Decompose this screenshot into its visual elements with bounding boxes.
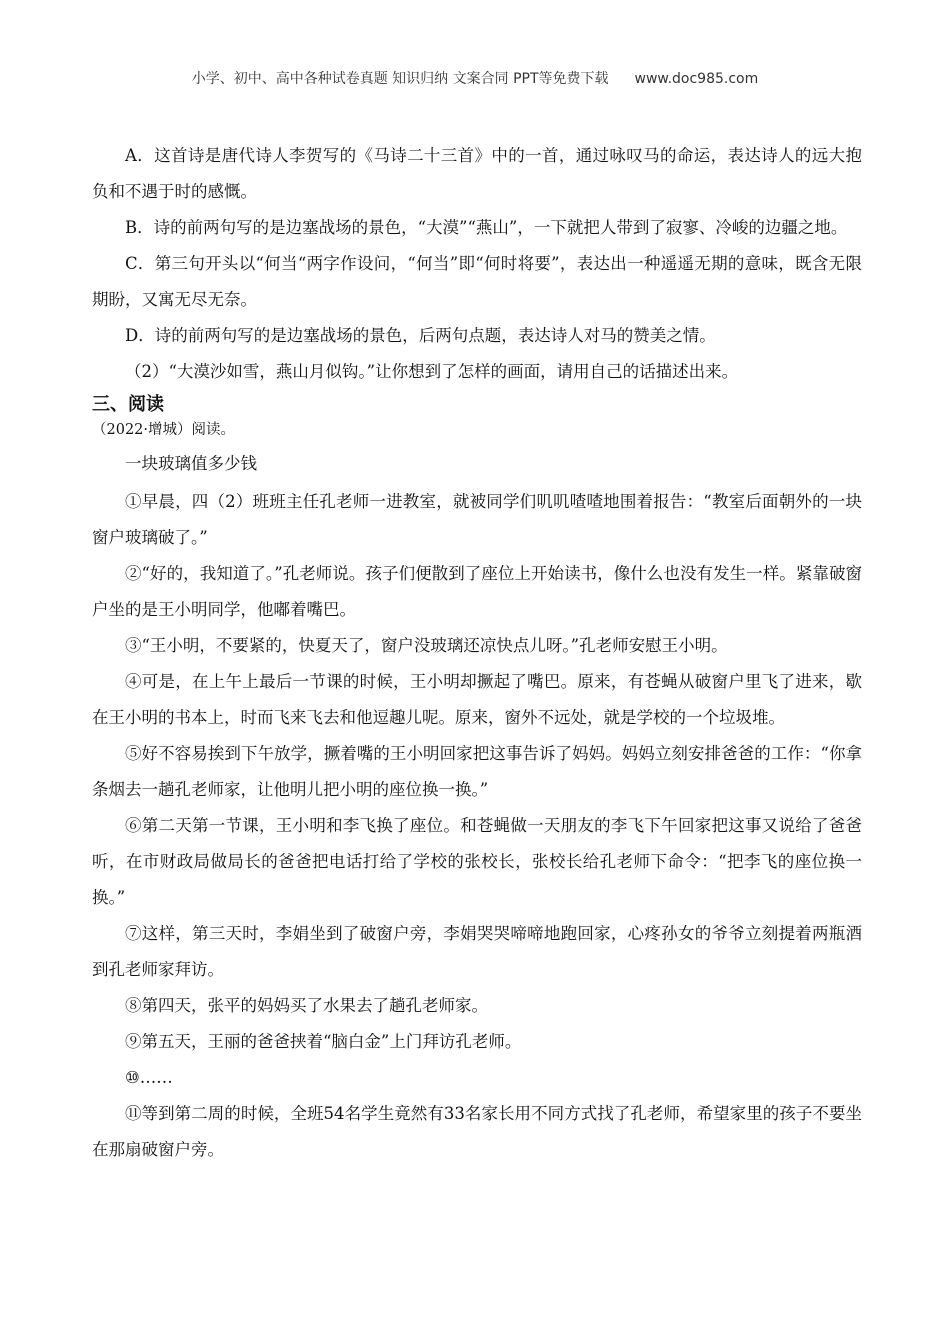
paragraph-5: ⑤好不容易挨到下午放学，撅着嘴的王小明回家把这事告诉了妈妈。妈妈立刻安排爸爸的工作：“你拿条烟去一趟孔老师家，让他明儿把小明的座位换一换。”	[92, 744, 862, 799]
passage-title: 一块玻璃值多少钱	[125, 454, 257, 473]
paragraph-4: ④可是，在上午上最后一节课的时候，王小明却撅起了嘴巴。原来，有苍蝇从破窗户里飞了进来，歇在王小明的书本上，时而飞来飞去和他逗趣儿呢。原来，窗外不远处，就是学校的一个垃圾堆。	[92, 672, 862, 727]
option-c: C．第三句开头以“何当“两字作设问，“何当”即“何时将要”，表达出一种遥遥无期的意味，既含无限期盼，又寓无尽无奈。	[92, 254, 862, 309]
question-2: （2）“大漠沙如雪，燕山月似钩。”让你想到了怎样的画面，请用自己的话描述出来。	[125, 362, 739, 381]
paragraph-1: ①早晨，四（2）班班主任孔老师一进教室，就被同学们叽叽喳喳地围着报告：“教室后面朝外的一块窗户玻璃破了。”	[92, 492, 862, 547]
option-b: B．诗的前两句写的是边塞战场的景色，“大漠”“燕山”，一下就把人带到了寂寥、冷峻的边疆之地。	[125, 218, 848, 237]
paragraph-10: ⑩……	[125, 1068, 173, 1087]
header-url[interactable]: www.doc985.com	[634, 71, 759, 87]
section-source: （2022·增城）阅读。	[92, 422, 236, 438]
document-body	[92, 138, 862, 1168]
option-d: D．诗的前两句写的是边塞战场的景色，后两句点题，表达诗人对马的赞美之情。	[125, 326, 716, 345]
paragraph-9: ⑨第五天，王丽的爸爸挟着“脑白金”上门拜访孔老师。	[125, 1032, 522, 1051]
page-header	[0, 68, 950, 88]
paragraph-11: ⑪等到第二周的时候，全班54名学生竟然有33名家长用不同方式找了孔老师，希望家里的孩子不要坐在那扇破窗户旁。	[92, 1104, 862, 1159]
paragraph-7: ⑦这样，第三天时，李娟坐到了破窗户旁，李娟哭哭啼啼地跑回家，心疼孙女的爷爷立刻提着两瓶酒到孔老师家拜访。	[92, 924, 862, 979]
paragraph-2: ②“好的，我知道了。”孔老师说。孩子们便散到了座位上开始读书，像什么也没有发生一样。紧靠破窗户坐的是王小明同学，他嘟着嘴巴。	[92, 564, 862, 619]
paragraph-3: ③“王小明，不要紧的，快夏天了，窗户没玻璃还凉快点儿呀。”孔老师安慰王小明。	[125, 636, 728, 655]
paragraph-8: ⑧第四天，张平的妈妈买了水果去了趟孔老师家。	[125, 996, 488, 1015]
header-text: 小学、初中、高中各种试卷真题 知识归纳 文案合同 PPT等免费下载	[191, 71, 609, 87]
option-a: A．这首诗是唐代诗人李贺写的《马诗二十三首》中的一首，通过咏叹马的命运，表达诗人的远大抱负和不遇于时的感慨。	[92, 146, 862, 201]
section-heading: 三、阅读	[92, 394, 164, 415]
paragraph-6: ⑥第二天第一节课，王小明和李飞换了座位。和苍蝇做一天朋友的李飞下午回家把这事又说给了爸爸听，在市财政局做局长的爸爸把电话打给了学校的张校长，张校长给孔老师下命令：“把李飞的座位换一换。”	[92, 816, 862, 907]
